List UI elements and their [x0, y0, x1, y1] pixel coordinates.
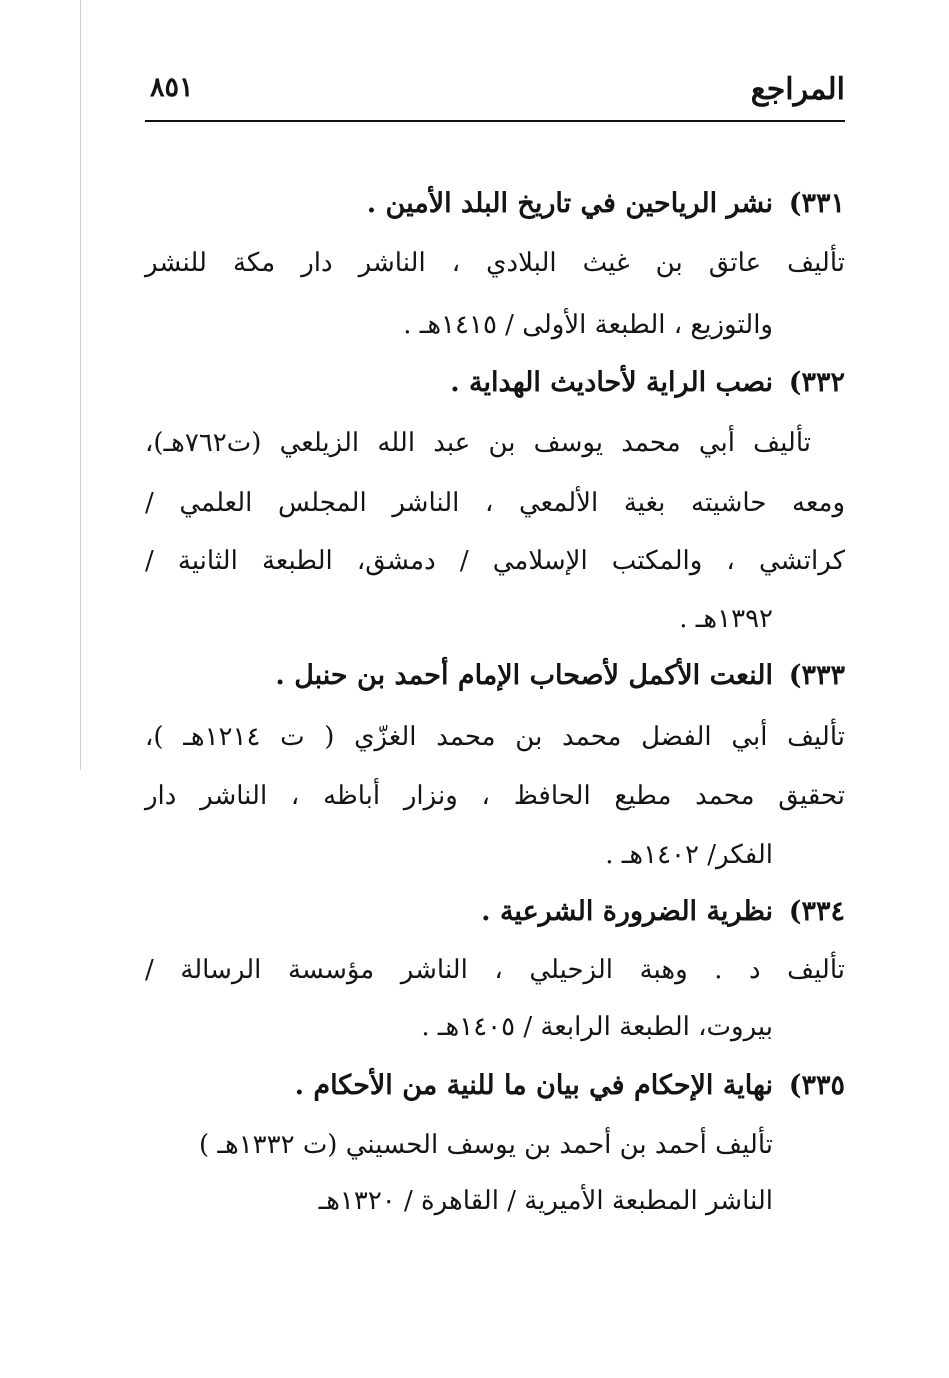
running-title: المراجع — [750, 72, 845, 107]
page-number: ٨٥١ — [150, 72, 194, 103]
entry-line: تحقيق محمد مطيع الحافظ ، ونزار أباظه ، الناشر دار — [145, 781, 845, 811]
entry-line: والتوزيع ، الطبعة الأولى / ١٤١٥هـ . — [403, 310, 773, 340]
entry-line: تأليف أبي محمد يوسف بن عبد الله الزيلعي (ت٧٦٢هـ)، — [145, 428, 811, 458]
binding-margin-line — [80, 0, 81, 770]
entry-number: ٣٣١) — [788, 188, 845, 219]
entry-title: نظرية الضرورة الشرعية . — [481, 896, 773, 927]
entry-line: تأليف أبي الفضل محمد بن محمد الغزّي ( ت ١٢١٤هـ )، — [145, 722, 845, 752]
entry-line: ومعه حاشيته بغية الألمعي ، الناشر المجلس العلمي / — [145, 488, 845, 518]
entry-title: نشر الرياحين في تاريخ البلد الأمين . — [366, 188, 773, 219]
entry-line: تأليف عاتق بن غيث البلادي ، الناشر دار مكة للنشر — [145, 248, 845, 278]
entry-number: ٣٣٢) — [788, 367, 845, 398]
header-rule — [145, 120, 845, 122]
entry-line: ١٣٩٢هـ . — [679, 604, 773, 634]
entry-number: ٣٣٥) — [788, 1070, 845, 1101]
entry-title: النعت الأكمل لأصحاب الإمام أحمد بن حنبل . — [275, 660, 773, 691]
entry-title: نهاية الإحكام في بيان ما للنية من الأحكام . — [294, 1070, 773, 1101]
entry-title: نصب الراية لأحاديث الهداية . — [450, 367, 773, 398]
entry-line: الناشر المطبعة الأميرية / القاهرة / ١٣٢٠هـ — [318, 1186, 773, 1216]
entry-line: تأليف أحمد بن أحمد بن يوسف الحسيني (ت ١٣٣٢هـ ) — [198, 1130, 773, 1160]
entry-number: ٣٣٣) — [788, 660, 845, 691]
entry-line: بيروت، الطبعة الرابعة / ١٤٠٥هـ . — [421, 1012, 773, 1042]
entry-line: تأليف د . وهبة الزحيلي ، الناشر مؤسسة الرسالة / — [145, 955, 845, 985]
entry-line: الفكر/ ١٤٠٢هـ . — [605, 840, 773, 870]
entry-number: ٣٣٤) — [788, 896, 845, 927]
page-header — [145, 70, 845, 122]
entry-line: كراتشي ، والمكتب الإسلامي / دمشق، الطبعة الثانية / — [145, 546, 845, 576]
